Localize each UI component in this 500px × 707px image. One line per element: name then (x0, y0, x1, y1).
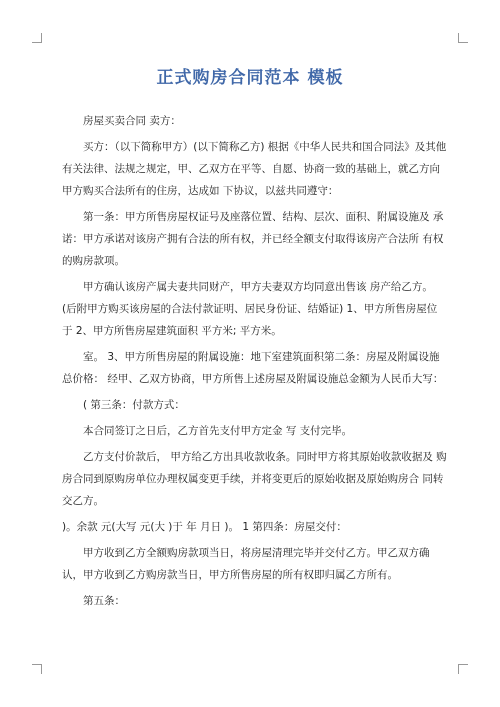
paragraph-deposit: 本合同签订之日后，乙方首先支付甲方定金 写 支付完毕。 (83, 425, 353, 437)
paragraph-article-3: ( 第三条：付款方式： (83, 399, 185, 411)
crop-mark-top-right (458, 33, 468, 43)
paragraph-article-4: 甲方收到乙方全额购房款项当日，将房屋清理完毕并交付乙方。甲乙双方确 认，甲方收到乙方购房款当日，甲方所售房屋的所有权即归属乙方所有。 (62, 547, 430, 581)
paragraph-property-details: 甲方确认该房产属夫妻共同财产，甲方夫妻双方均同意出售该 房产给乙方。(后附甲方购买该房屋的合法付款证明、居民身份证、结婚证) 1、甲方所售房屋位于 2、甲方所售房屋建筑面积 平方米; 平方米。 (62, 281, 438, 337)
paragraph-parties: 房屋买卖合同 卖方： (83, 115, 181, 127)
paragraph-receipt: 乙方支付价款后， 甲方给乙方出具收款收条。同时甲方将其原始收款收据及 购房合同到原购房单位办理权属变更手续，并将变更后的原始收据及原始购房合 同转交乙方。 (62, 451, 447, 507)
paragraph-preamble: 买方：（以下简称甲方）(以下简称乙方) 根据《中华人民共和国合同法》及其他有关法律、法规之规定，甲、乙双方在平等、自愿、协商一致的基础上，就乙方向甲方购买合法所有的住房，达成如 下协议，以兹共同遵守： (62, 141, 447, 197)
paragraph-article-5: 第五条： (83, 595, 125, 607)
document-body (62, 110, 447, 616)
document-title: 正式购房合同范本 模板 (156, 68, 344, 88)
crop-mark-top-left (32, 33, 42, 43)
paragraph-balance: )。余款 元(大写 元(大 )于 年 月日 )。 1 第四条：房屋交付： (62, 521, 347, 533)
paragraph-article-2: 室。 3、甲方所售房屋的附属设施：地下室建筑面积第二条：房屋及附属设施总价格： 经甲、乙双方协商，甲方所售上述房屋及附属设施总金额为人民币大写： (62, 351, 444, 385)
crop-mark-bottom-right (458, 664, 468, 674)
paragraph-article-1: 第一条：甲方所售房屋权证号及座落位置、结构、层次、面积、附属设施及 承诺：甲方承诺对该房产拥有合法的所有权，并已经全额支付取得该房产合法所 有权的购房款项。 (62, 211, 444, 267)
crop-mark-bottom-left (32, 664, 42, 674)
